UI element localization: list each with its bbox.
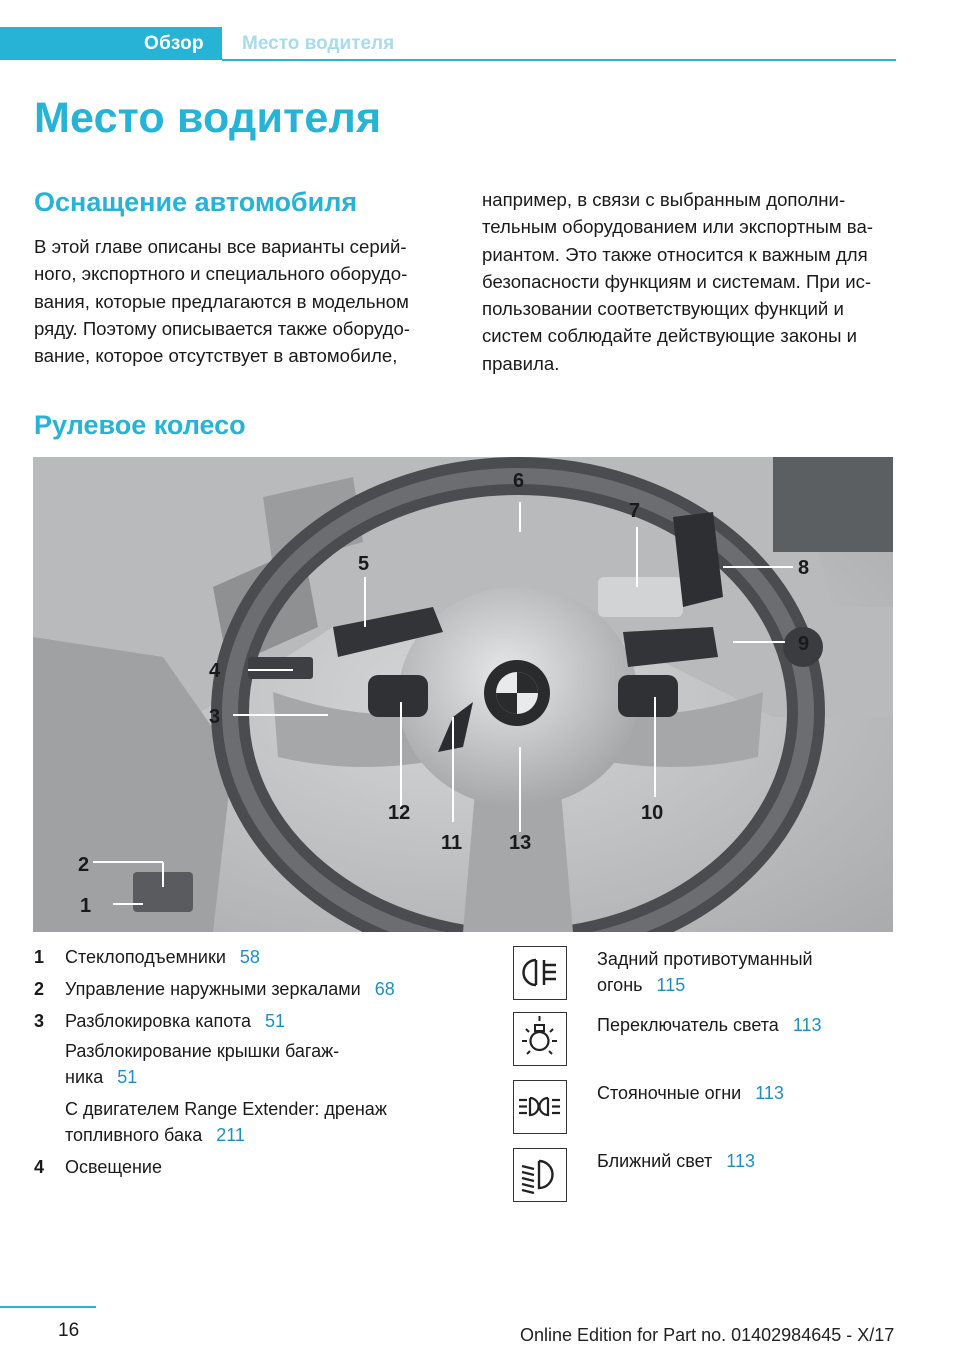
item-label: Управление наружными зеркалами	[65, 979, 361, 999]
intro-line: правила.	[482, 352, 560, 374]
page-link[interactable]: 51	[264, 1011, 286, 1031]
item-label: Разблокирование крышки багаж-	[65, 1041, 340, 1061]
edition-text: Online Edition for Part no. 01402984645 - X/17	[520, 1325, 895, 1345]
right-wheel-buttons	[618, 675, 678, 717]
page-link[interactable]: 113	[755, 1083, 784, 1103]
intro-line: например, в связи с выбранным дополни-	[482, 189, 846, 210]
callout-9: 9	[798, 633, 810, 655]
page-link[interactable]: 211	[216, 1125, 245, 1145]
tab-overview[interactable]: Обзор	[126, 27, 222, 60]
item-label: Стеклоподъемники	[65, 947, 226, 967]
list-item	[597, 1012, 897, 1038]
callout-10: 10	[641, 802, 664, 824]
intro-line: тельным оборудованием или экспортным ва-	[482, 216, 873, 238]
callout-3: 3	[209, 706, 221, 728]
item-label: Ближний свет	[597, 1151, 713, 1171]
footer-accent-line	[0, 1306, 96, 1308]
tab-driver-seat[interactable]: Место водителя	[222, 27, 896, 60]
light-switch-panel	[248, 657, 313, 679]
item-number: 4	[34, 1157, 45, 1177]
callout-8: 8	[798, 557, 810, 579]
item-number: 3	[34, 1011, 45, 1031]
callout-12: 12	[388, 802, 411, 824]
page-link[interactable]: 51	[117, 1067, 138, 1087]
intro-line: ного, экспортного и специального оборудо-	[34, 263, 408, 285]
callout-2: 2	[78, 854, 90, 876]
callout-4: 4	[209, 660, 221, 682]
item-number: 2	[34, 979, 45, 999]
item-label: Стояночные огни	[597, 1083, 742, 1103]
rear-fog-light-icon	[513, 946, 567, 1000]
item-label: Задний противотуманный	[597, 949, 813, 969]
intro-text-right	[482, 186, 894, 377]
light-switch-icon	[513, 1012, 567, 1066]
intro-line: В этой главе описаны все варианты серий-	[34, 236, 407, 257]
header-accent-bar	[0, 27, 126, 60]
intro-text-left	[34, 233, 444, 369]
intro-line: вание, которое отсутствует в автомобиле,	[34, 345, 398, 367]
item-label: топливного бака	[65, 1125, 203, 1145]
intro-line: систем соблюдайте действующие законы и	[482, 325, 858, 347]
item-label: С двигателем Range Extender: дренаж	[65, 1099, 387, 1119]
intro-line: вания, которые предлагаются в модельном	[34, 290, 409, 312]
item-label: Переключатель света	[597, 1015, 779, 1035]
section-title-equipment: Оснащение автомобиля	[34, 187, 358, 217]
page-link[interactable]: 113	[726, 1151, 755, 1171]
list-item	[597, 1148, 897, 1174]
parking-lights-icon	[513, 1080, 567, 1134]
callout-5: 5	[358, 553, 370, 575]
page-link[interactable]: 58	[239, 947, 260, 967]
list-item	[597, 1080, 897, 1106]
right-stalk-selector	[598, 577, 683, 617]
callout-6: 6	[513, 470, 525, 492]
header-underline	[222, 59, 896, 61]
low-beam-icon	[513, 1148, 567, 1202]
callout-7: 7	[629, 500, 641, 522]
page-title: Место водителя	[34, 94, 382, 142]
intro-line: безопасности функциям и системам. При ис-	[482, 270, 872, 292]
page-number: 16	[58, 1320, 80, 1341]
item-label: Освещение	[65, 1157, 162, 1177]
callout-13: 13	[509, 832, 532, 854]
intro-line: пользовании соответствующих функций и	[482, 298, 844, 320]
intro-line: ряду. Поэтому описывается также оборудо-	[34, 317, 410, 339]
section-title-steering-wheel: Рулевое колесо	[34, 410, 246, 440]
item-label: огонь	[597, 975, 643, 995]
steering-wheel-illustration	[33, 457, 893, 932]
callout-11: 11	[441, 832, 463, 854]
intro-line: риантом. Это также относится к важным для	[482, 243, 868, 265]
header	[0, 0, 960, 62]
callout-1: 1	[80, 895, 92, 917]
central-display	[773, 457, 893, 552]
item-label: Разблокировка капота	[65, 1011, 251, 1031]
item-label: ника	[65, 1067, 104, 1087]
item-number: 1	[34, 947, 45, 967]
list-item	[597, 946, 897, 998]
page-link[interactable]: 113	[792, 1015, 822, 1035]
page-link[interactable]: 68	[374, 979, 395, 999]
left-wheel-buttons	[368, 675, 428, 717]
steering-wheel-photo	[33, 457, 893, 932]
page-link[interactable]: 115	[656, 975, 686, 995]
